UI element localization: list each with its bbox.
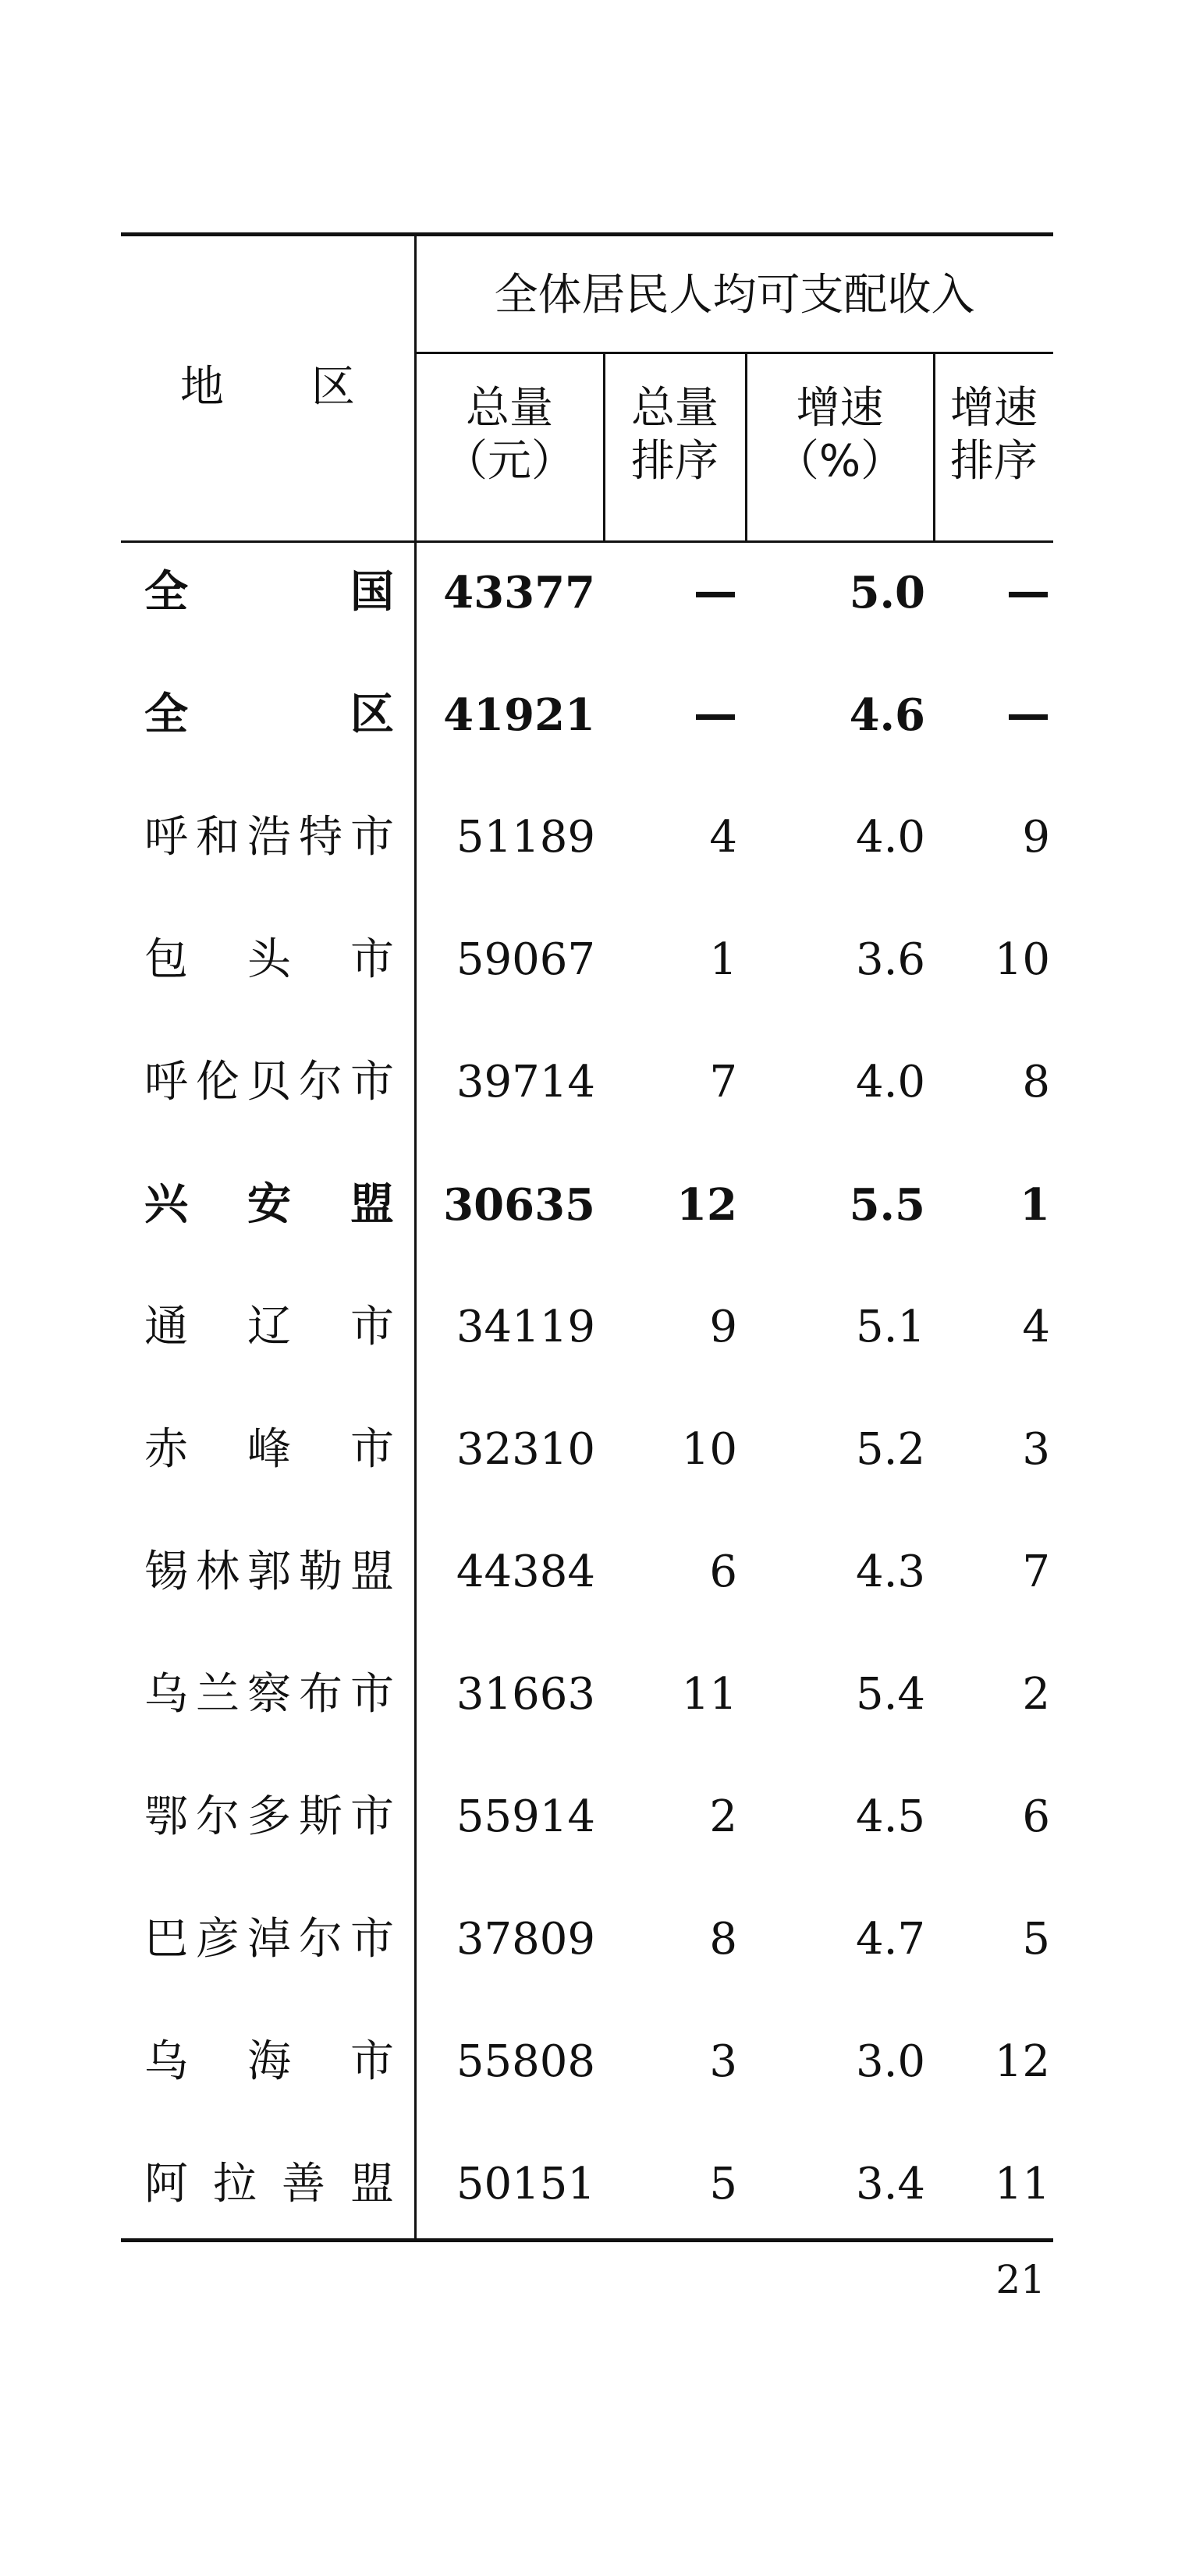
growth-rank-cell: 6 bbox=[1022, 1791, 1050, 1842]
column-header-total-rank bbox=[605, 382, 745, 488]
growth-rank-cell: 9 bbox=[1022, 812, 1050, 863]
growth-cell: 4.6 bbox=[849, 689, 925, 741]
region-cell: 锡 林 郭 勒 盟 bbox=[144, 1547, 394, 1597]
table-row bbox=[0, 2015, 1203, 2109]
column-header-line: 增速 bbox=[796, 383, 884, 434]
table-bottom-rule bbox=[121, 2238, 1053, 2242]
total-rank-cell: 8 bbox=[709, 1914, 737, 1965]
total-rank-cell: 3 bbox=[709, 2036, 737, 2087]
table-top-rule bbox=[121, 232, 1053, 236]
column-header-line: 总量 bbox=[631, 383, 719, 434]
total-rank-cell: 4 bbox=[709, 812, 737, 863]
region-cell: 乌 海 市 bbox=[144, 2036, 394, 2087]
growth-rank-cell: — bbox=[1006, 689, 1050, 740]
table-row bbox=[0, 2138, 1203, 2231]
total-rank-cell: 5 bbox=[709, 2159, 737, 2209]
region-cell: 全 国 bbox=[144, 567, 394, 618]
column-header-growth bbox=[747, 382, 933, 488]
region-cell: 通 辽 市 bbox=[144, 1302, 394, 1352]
growth-cell: 4.3 bbox=[855, 1547, 925, 1597]
total-rank-cell: — bbox=[694, 689, 737, 740]
total-rank-cell: 11 bbox=[681, 1669, 737, 1720]
growth-cell: 5.5 bbox=[849, 1179, 925, 1231]
total-cell: 39714 bbox=[456, 1057, 595, 1107]
total-cell: 37809 bbox=[456, 1914, 595, 1965]
total-cell: 44384 bbox=[456, 1547, 595, 1597]
total-cell: 55914 bbox=[456, 1791, 595, 1842]
growth-cell: 3.4 bbox=[855, 2159, 925, 2209]
column-header-total bbox=[416, 382, 603, 488]
table-row bbox=[0, 668, 1203, 762]
column-header-line: 排序 bbox=[631, 436, 719, 487]
table-row bbox=[0, 1648, 1203, 1742]
total-cell: 41921 bbox=[443, 689, 595, 741]
column-header-line: 总量 bbox=[466, 383, 553, 434]
total-rank-cell: 2 bbox=[709, 1791, 737, 1842]
column-header-line: 排序 bbox=[950, 436, 1038, 487]
total-rank-cell: 10 bbox=[681, 1424, 737, 1475]
region-cell: 兴 安 盟 bbox=[144, 1179, 394, 1230]
growth-cell: 3.0 bbox=[855, 2036, 925, 2087]
column-header-line: （元） bbox=[444, 436, 575, 487]
table-row bbox=[0, 791, 1203, 884]
growth-cell: 4.7 bbox=[855, 1914, 925, 1965]
growth-rank-cell: 10 bbox=[994, 934, 1050, 985]
growth-rank-cell: 2 bbox=[1022, 1669, 1050, 1720]
table-row bbox=[0, 1158, 1203, 1252]
region-cell: 巴 彦 淖 尔 市 bbox=[144, 1914, 394, 1965]
growth-cell: 4.0 bbox=[855, 1057, 925, 1107]
header-sub-rule bbox=[416, 352, 1053, 354]
page-number: 21 bbox=[995, 2257, 1045, 2302]
growth-cell: 5.2 bbox=[855, 1424, 925, 1475]
growth-rank-cell: 8 bbox=[1022, 1057, 1050, 1107]
growth-rank-cell: 4 bbox=[1022, 1302, 1050, 1352]
table-row bbox=[0, 1281, 1203, 1374]
total-cell: 55808 bbox=[456, 2036, 595, 2087]
total-cell: 34119 bbox=[456, 1302, 595, 1352]
total-cell: 32310 bbox=[456, 1424, 595, 1475]
growth-rank-cell: 3 bbox=[1022, 1424, 1050, 1475]
growth-cell: 5.0 bbox=[849, 567, 925, 618]
column-header-line: （%） bbox=[775, 436, 905, 487]
total-cell: 31663 bbox=[456, 1669, 595, 1720]
region-cell: 呼 和 浩 特 市 bbox=[144, 812, 394, 863]
growth-cell: 5.4 bbox=[855, 1669, 925, 1720]
growth-cell: 4.0 bbox=[855, 812, 925, 863]
table-row bbox=[0, 546, 1203, 640]
region-cell: 阿 拉 善 盟 bbox=[144, 2159, 394, 2209]
column-header-growth-rank bbox=[935, 382, 1053, 488]
total-rank-cell: 12 bbox=[676, 1179, 737, 1231]
table-row bbox=[0, 1525, 1203, 1619]
table-row bbox=[0, 1403, 1203, 1497]
region-cell: 全 区 bbox=[144, 689, 394, 740]
growth-rank-cell: 1 bbox=[1020, 1179, 1050, 1231]
growth-rank-cell: 12 bbox=[994, 2036, 1050, 2087]
region-cell: 鄂 尔 多 斯 市 bbox=[144, 1791, 394, 1842]
income-group-header: 全体居民人均可支配收入 bbox=[494, 270, 975, 321]
total-cell: 51189 bbox=[456, 812, 595, 863]
total-rank-cell: — bbox=[694, 567, 737, 618]
region-cell: 包 头 市 bbox=[144, 934, 394, 985]
table-row bbox=[0, 1036, 1203, 1129]
table-row bbox=[0, 1893, 1203, 1986]
region-cell: 赤 峰 市 bbox=[144, 1424, 394, 1475]
total-cell: 50151 bbox=[456, 2159, 595, 2209]
total-rank-cell: 1 bbox=[709, 934, 737, 985]
column-header-line: 增速 bbox=[950, 383, 1038, 434]
growth-rank-cell: 7 bbox=[1022, 1547, 1050, 1597]
growth-rank-cell: — bbox=[1006, 567, 1050, 618]
growth-cell: 3.6 bbox=[855, 934, 925, 985]
table-row bbox=[0, 913, 1203, 1007]
total-rank-cell: 6 bbox=[709, 1547, 737, 1597]
total-cell: 59067 bbox=[456, 934, 595, 985]
total-cell: 43377 bbox=[443, 567, 595, 618]
growth-rank-cell: 11 bbox=[994, 2159, 1050, 2209]
header-bottom-rule bbox=[121, 540, 1053, 543]
region-header: 地 区 bbox=[180, 362, 355, 413]
table-row bbox=[0, 1770, 1203, 1864]
total-rank-cell: 9 bbox=[709, 1302, 737, 1352]
region-cell: 呼 伦 贝 尔 市 bbox=[144, 1057, 394, 1107]
growth-cell: 4.5 bbox=[855, 1791, 925, 1842]
region-cell: 乌 兰 察 布 市 bbox=[144, 1669, 394, 1720]
total-rank-cell: 7 bbox=[709, 1057, 737, 1107]
growth-cell: 5.1 bbox=[855, 1302, 925, 1352]
total-cell: 30635 bbox=[443, 1179, 595, 1231]
growth-rank-cell: 5 bbox=[1022, 1914, 1050, 1965]
